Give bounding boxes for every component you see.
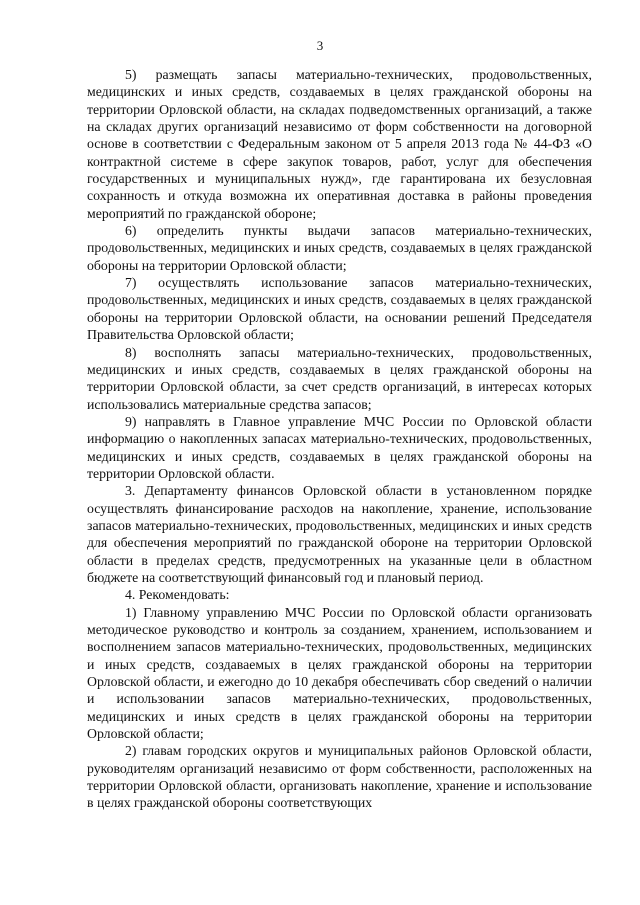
paragraph-item-6: 6) определить пункты выдачи запасов материально-технических, продовольственных, медицинских и иных средств, создаваемых в целях гражданской обороны на территории Орловской области;	[87, 223, 592, 273]
paragraph-item-7: 7) осуществлять использование запасов материально-технических, продовольственных, медицинских и иных средств, создаваемых в целях гражданской обороны на территории Орловской области, на основании решений Председателя Правительства Орловской области;	[87, 275, 592, 343]
page-number: 3	[316, 38, 324, 53]
paragraph-section-3: 3. Департаменту финансов Орловской области в установленном порядке осуществлять финансирование расходов на накопление, хранение, использование запасов материально-технических, продовольственных, медицинских и иных средств для обеспечения мероприятий по гражданской обороне на территории Орловской области в пределах средств, предусмотренных на указанные цели в областном бюджете на соответствующий финансовый год и плановый период.	[87, 483, 592, 585]
paragraph-item-5: 5) размещать запасы материально-технических, продовольственных, медицинских и иных средств, создаваемых в целях гражданской обороны на территории Орловской области, на складах подведомственных организаций, а также на складах других организаций независимо от форм собственности на договорной основе в соответствии с Федеральным законом от 5 апреля 2013 года № 44-ФЗ «О контрактной системе в сфере закупок товаров, работ, услуг для обеспечения государственных и муниципальных нужд», где гарантирована их безусловная сохранность и откуда возможна их оперативная доставка в районы проведения мероприятий по гражданской обороне;	[87, 67, 592, 221]
paragraph-item-8: 8) восполнять запасы материально-технических, продовольственных, медицинских и иных средств, создаваемых в целях гражданской обороны на территории Орловской области, за счет средств организаций, в интересах которых использовались материальные средства запасов;	[87, 344, 592, 412]
document-body	[87, 66, 592, 812]
paragraph-item-9: 9) направлять в Главное управление МЧС России по Орловской области информацию о накопленных запасах материально-технических, продовольственных, медицинских и иных средств, создаваемых в целях гражданской обороны на территории Орловской области.	[87, 413, 592, 481]
paragraph-section-4-item-1: 1) Главному управлению МЧС России по Орловской области организовать методическое руководство и контроль за созданием, хранением, использованием и восполнением запасов материально-технических, продовольственных, медицинских и иных средств, создаваемых в целях гражданской обороны на территории Орловской области, и ежегодно до 10 декабря обеспечивать сбор сведений о наличии и использовании запасов материально-технических, продовольственных, медицинских и иных средств в целях гражданской обороны на территории Орловской области;	[87, 604, 592, 742]
paragraph-section-4-item-2: 2) главам городских округов и муниципальных районов Орловской области, руководителям организаций независимо от форм собственности, расположенных на территории Орловской области, организовать накопление, хранение и использование в целях гражданской обороны соответствующих	[87, 743, 592, 811]
paragraph-section-4: 4. Рекомендовать:	[125, 587, 230, 603]
